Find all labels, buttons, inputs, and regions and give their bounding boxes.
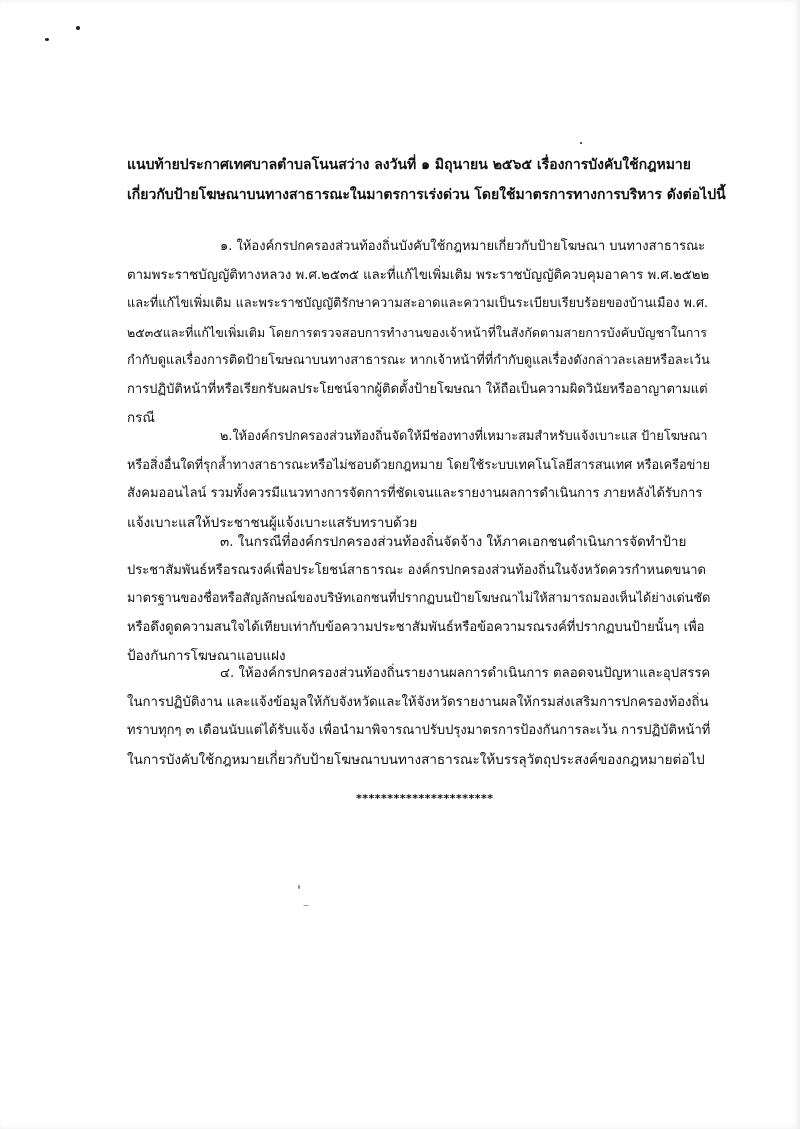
scan-speck (298, 885, 300, 889)
paragraph-line: กำกับดูแลเรื่องการติดป้ายโฆษณาบนทางสาธารณะ หากเจ้าหน้าที่ที่กำกับดูแลเรื่องดังกล่าวละเลยหรือละเว้น (127, 353, 710, 368)
scan-speck (76, 26, 80, 30)
paragraph-line: กรณี (127, 410, 155, 426)
end-separator: ********************** (356, 792, 494, 805)
paragraph-line: ในการบังคับใช้กฎหมายเกี่ยวกับป้ายโฆษณาบนทางสาธารณะให้บรรลุวัตถุประสงค์ของกฎหมายต่อไป (127, 751, 705, 768)
scan-speck (580, 142, 582, 144)
paragraph-line: ๒๕๓๕และที่แก้ไขเพิ่มเติม โดยการตรวจสอบการทำงานของเจ้าหน้าที่ในสังกัดตามสายการบังคับบัญชาในการ (127, 324, 708, 340)
scan-speck (45, 38, 49, 41)
paragraph-line: ๔. ให้องค์กรปกครองส่วนท้องถิ่นรายงานผลการดำเนินการ ตลอดจนปัญหาและอุปสรรค (220, 666, 711, 681)
paragraph-line: หรือสิ่งอื่นใดที่รุกล้ำทางสาธารณะหรือไม่ชอบด้วยกฎหมาย โดยใช้ระบบเทคโนโลยีสารสนเทศ หรือเครือข่าย (127, 457, 710, 473)
heading-line: เกี่ยวกับป้ายโฆษณาบนทางสาธารณะในมาตรการเร่งด่วน โดยใช้มาตรการทางการบริหาร ดังต่อไปนี้ (127, 187, 726, 203)
paragraph-line: ๒.ให้องค์กรปกครองส่วนท้องถิ่นจัดให้มีช่องทางที่เหมาะสมสำหรับแจ้งเบาะแส ป้ายโฆษณา (220, 429, 708, 444)
heading-line: แนบท้ายประกาศเทศบาลตำบลโนนสว่าง ลงวันที่ ๑ มิถุนายน ๒๕๖๕ เรื่องการบังคับใช้กฎหมาย (127, 157, 691, 173)
paragraph-line: การปฏิบัติหน้าที่หรือเรียกรับผลประโยชน์จากผู้ติดตั้งป้ายโฆษณา ให้ถือเป็นความผิดวินัยหรืออาญาตามแต่ (127, 381, 708, 397)
paragraph-3 (127, 528, 712, 671)
paragraph-line: หรือดึงดูดความสนใจได้เทียบเท่ากับข้อความประชาสัมพันธ์หรือข้อความรณรงค์ที่ปรากฏบนป้ายนั้นๆ เพื่อ (127, 619, 705, 635)
paragraph-line: ในการปฏิบัติงาน และแจ้งข้อมูลให้กับจังหวัดและให้จังหวัดรายงานผลให้กรมส่งเสริมการปกครองท้องถิ่น (127, 694, 709, 710)
paragraph-line: ๓. ในกรณีที่องค์กรปกครองส่วนท้องถิ่นจัดจ้าง ให้ภาคเอกชนดำเนินการจัดทำป้าย (220, 534, 687, 550)
paragraph-line: ๑. ให้องค์กรปกครองส่วนท้องถิ่นบังคับใช้กฎหมายเกี่ยวกับป้ายโฆษณา บนทางสาธารณะ (220, 239, 706, 254)
paragraph-line: และที่แก้ไขเพิ่มเติม และพระราชบัญญัติรักษาความสะอาดและความเป็นระเบียบเรียบร้อยของบ้านเมือง พ.ศ. (127, 296, 709, 311)
paragraph-4 (127, 660, 712, 774)
paragraph-line: ป้องกันการโฆษณาแอบแฝง (127, 648, 286, 664)
paragraph-line: ตามพระราชบัญญัติทางหลวง พ.ศ.๒๕๓๕ และที่แก้ไขเพิ่มเติม พระราชบัญญัติควบคุมอาคาร พ.ศ.๒๕๒๒ (127, 267, 710, 283)
paragraph-line: มาตรฐานของชื่อหรือสัญลักษณ์ของบริษัทเอกชนที่ปรากฏบนป้ายโฆษณาไม่ให้สามารถมองเห็นได้ย่างเด่นชัด (127, 591, 711, 606)
paragraph-line: ทราบทุกๆ ๓ เดือนนับแต่ได้รับแจ้ง เพื่อนำมาพิจารณาปรับปรุงมาตรการป้องกันการละเว้น การปฏิบัติหน้าที่ (127, 723, 711, 738)
paragraph-line: แจ้งเบาะแสให้ประชาชนผู้แจ้งเบาะแสรับทราบด้วย (127, 514, 418, 531)
paragraph-2 (127, 423, 712, 537)
paragraph-1 (127, 233, 712, 433)
paragraph-line: สังคมออนไลน์ รวมทั้งควรมีแนวทางการจัดการที่ชัดเจนและรายงานผลการดำเนินการ ภายหลังได้รับการ (127, 486, 703, 501)
paragraph-line: ประชาสัมพันธ์หรือรณรงค์เพื่อประโยชน์สาธารณะ องค์กรปกครองส่วนท้องถิ่นในจังหวัดควรกำหนดขนาด (127, 562, 706, 578)
document-heading (127, 150, 727, 210)
scan-speck (303, 905, 309, 906)
